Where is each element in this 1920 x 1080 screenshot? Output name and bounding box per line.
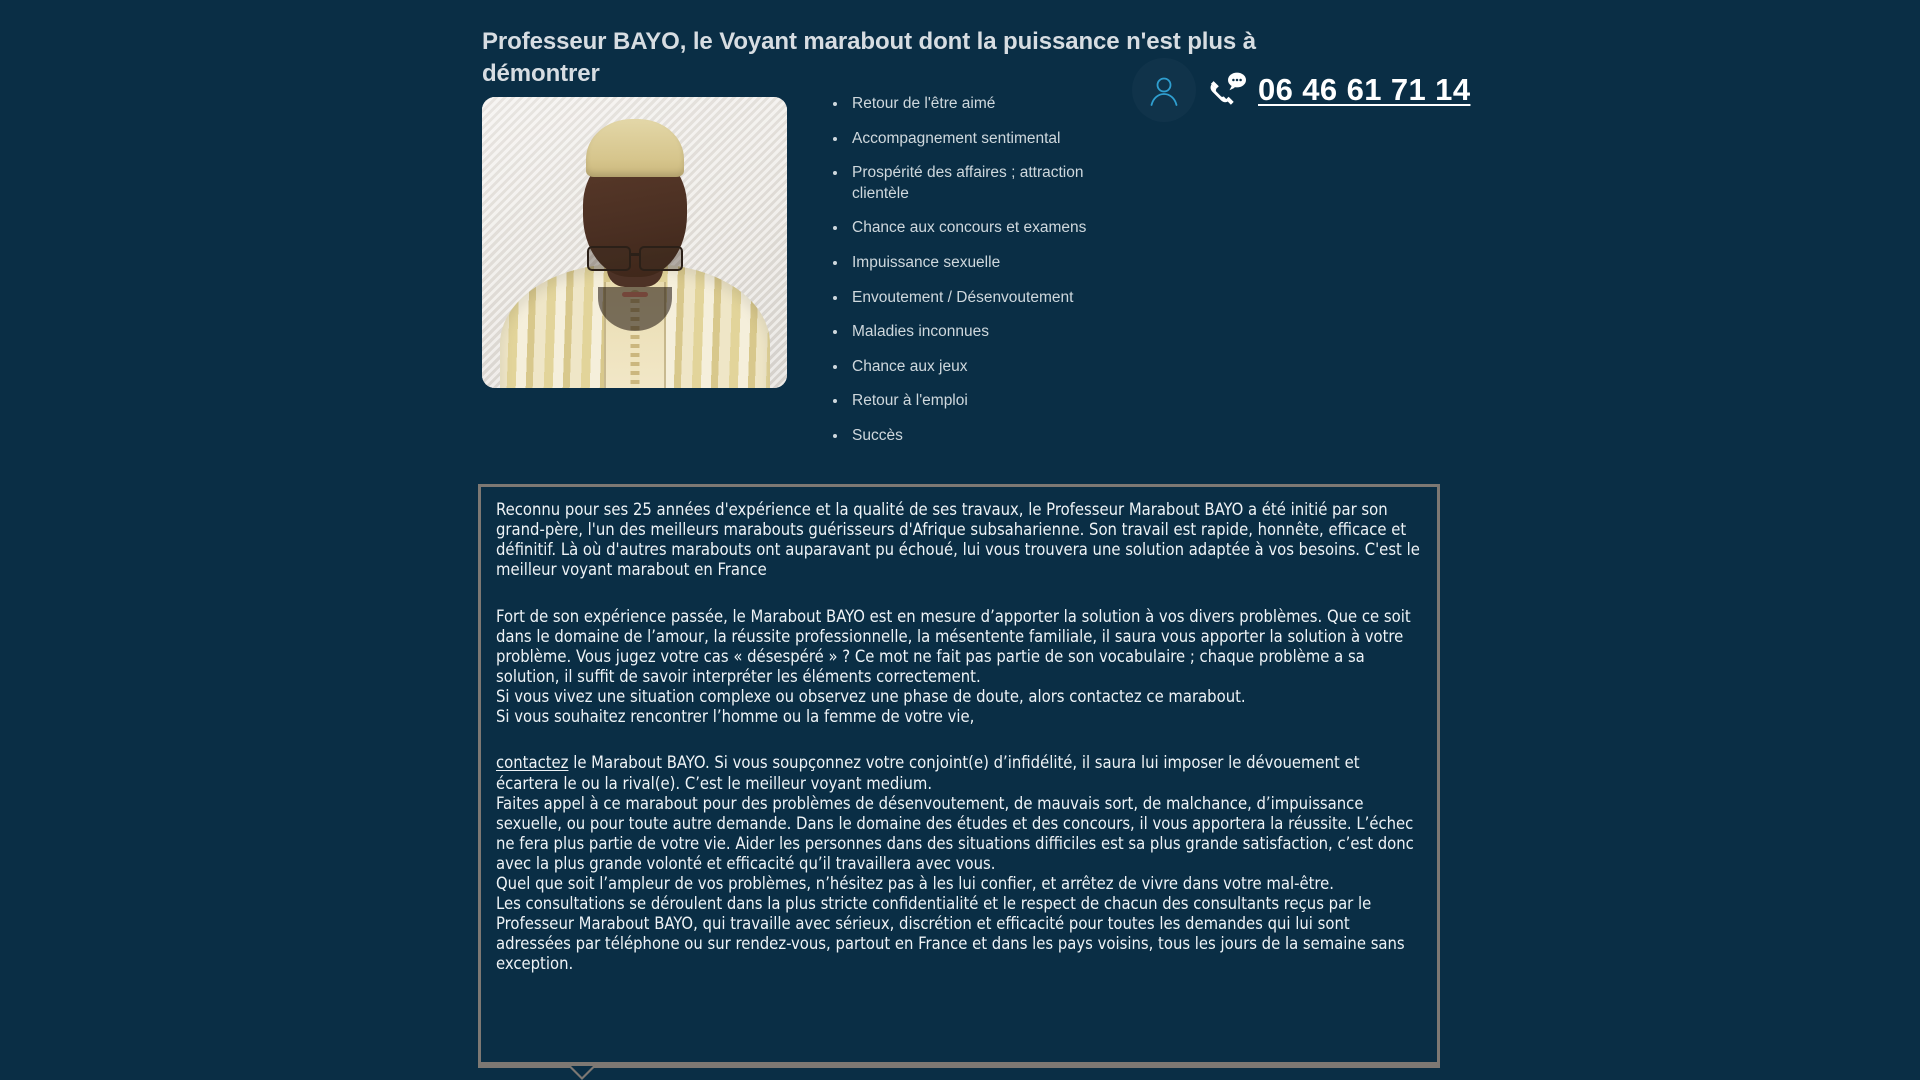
phone-number-link[interactable]: 06 46 61 71 14: [1258, 72, 1471, 107]
mouth-shape: [622, 292, 648, 297]
list-item: Envoutement / Désenvoutement: [828, 288, 1098, 309]
contactez-link[interactable]: contactez: [496, 753, 569, 773]
glasses-icon: [585, 246, 685, 268]
description-paragraph-3: [496, 753, 1422, 793]
glasses-left-lens: [587, 246, 631, 271]
description-paragraph-2c: Si vous souhaitez rencontrer l’homme ou la femme de votre vie,: [496, 707, 975, 727]
services-list: [828, 94, 1098, 461]
bottom-border-bar: [478, 1062, 1440, 1066]
description-box: [478, 484, 1440, 1068]
person-circle-icon: [1132, 58, 1196, 122]
list-item: Retour à l'emploi: [828, 391, 1098, 412]
list-item: Chance aux jeux: [828, 357, 1098, 378]
portrait-photo-image: [482, 97, 787, 388]
description-paragraph-2b: Si vous vivez une situation complexe ou observez une phase de doute, alors contactez ce marabout.: [496, 687, 1246, 707]
page-title: Professeur BAYO, le Voyant marabout dont la puissance n'est plus à démontrer: [482, 28, 1256, 87]
description-paragraph-3c: Quel que soit l’ampleur de vos problèmes, n’hésitez pas à les lui confier, et arrêtez de vivre dans votre mal-être.: [496, 873, 1334, 893]
list-item: Retour de l'être aimé: [828, 94, 1098, 115]
kufi-cap-shape: [586, 119, 684, 177]
down-arrow-inner: [571, 1066, 593, 1077]
list-item: Accompagnement sentimental: [828, 129, 1098, 150]
description-paragraph-3-text: le Marabout BAYO. Si vous soupçonnez votre conjoint(e) d’infidélité, il saura lui imposer le dévouement et écartera le ou la rival(e). C’est le meilleur voyant medium.: [496, 753, 1360, 793]
glasses-right-lens: [639, 246, 683, 271]
list-item: Impuissance sexuelle: [828, 253, 1098, 274]
list-item: Succès: [828, 426, 1098, 447]
description-content: [485, 491, 1433, 1061]
list-item: Chance aux concours et examens: [828, 218, 1098, 239]
description-paragraph-2: Fort de son expérience passée, le Marabout BAYO est en mesure d’apporter la solution à vos divers problèmes. Que ce soit dans le domaine de l’amour, la réussite professionnelle, la mésentente familiale, il saura vous apporter la solution à votre problème. Vous jugez votre cas « désespéré » ? Ce mot ne fait pas partie de son vocabulaire ; chaque problème a sa solution, il suffit de savoir interpréter les éléments correctement.: [496, 607, 1411, 687]
portrait-photo: [482, 97, 787, 388]
description-paragraph-1: Reconnu pour ses 25 années d'expérience et la qualité de ses travaux, le Professeur Marabout BAYO a été initié par son grand-père, l'un des meilleurs marabouts guérisseurs d'Afrique subsaharienne. Son travail est rapide, honnête, efficace et définitif. Là où d'autres marabouts ont auparavant pu échoué, lui vous trouvera une solution adaptée à vos besoins. C'est le meilleur voyant marabout en France: [496, 500, 1420, 580]
list-item: Prospérité des affaires ; attraction clientèle: [828, 163, 1098, 204]
description-obscured-text: Les consultations se déroulent dans la plus stricte confidentialité et le respect de chacun des consultants reçus par le Professeur Marabout BAYO, qui travaille avec sérieux, discrétion et efficacité pour toutes les demandes qui lui sont adressées par téléphone ou sur rendez-vous, partout en France et dans les pays voisins, tous les jours de la semaine sans exception.: [496, 893, 1405, 973]
phone-chat-icon: [1204, 68, 1250, 112]
description-paragraph-3b: Faites appel à ce marabout pour des problèmes de désenvoutement, de mauvais sort, de malchance, d’impuissance sexuelle, ou pour toute autre demande. Dans le domaine des études et des concours, il vous apportera la réussite. L’échec ne fera plus partie de votre vie. Aider les personnes dans des situations difficiles est sa plus grande satisfaction, c’est donc avec la plus grande volonté et efficacité qu’il travaillera avec vous.: [496, 793, 1414, 873]
list-item: Maladies inconnues: [828, 322, 1098, 343]
contact-block: [1132, 58, 1470, 122]
